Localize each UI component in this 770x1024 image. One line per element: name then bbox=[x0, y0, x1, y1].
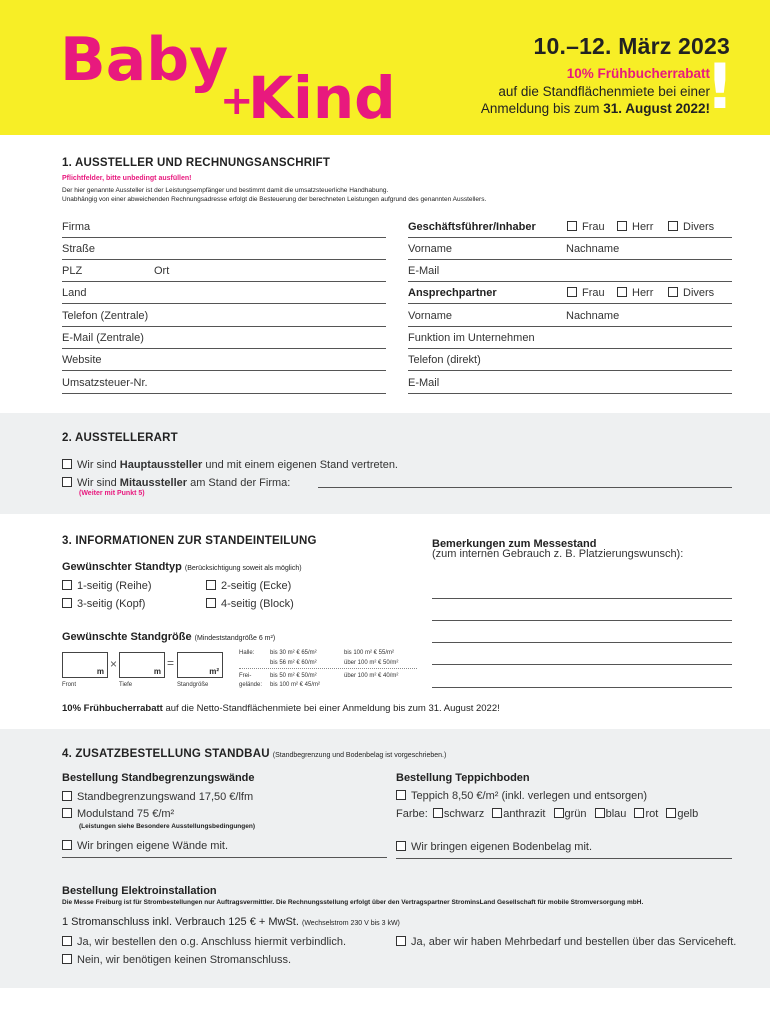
checkbox[interactable] bbox=[396, 790, 406, 800]
price-1a: bis 30 m² € 65/m² bbox=[270, 650, 317, 656]
checkbox[interactable] bbox=[554, 808, 564, 818]
checkbox[interactable] bbox=[206, 598, 216, 608]
ort-label: Ort bbox=[154, 265, 170, 277]
logo-kind-text: Kind bbox=[248, 64, 396, 132]
ansprechpartner-row bbox=[408, 285, 732, 304]
gf-frau-option[interactable]: Frau bbox=[567, 219, 605, 235]
strom-ja-option[interactable]: Ja, wir bestellen den o.g. Anschluss hiermit verbindlich. bbox=[62, 936, 346, 948]
plz-label: PLZ bbox=[62, 265, 83, 277]
required-note: Pflichtfelder, bitte unbedingt ausfüllen! bbox=[62, 175, 192, 182]
front-label: Front bbox=[62, 682, 77, 688]
front-input[interactable]: m bbox=[62, 652, 108, 678]
strom-mehrbedarf-option[interactable]: Ja, aber wir haben Mehrbedarf und bestellen über das Serviceheft. bbox=[396, 936, 736, 948]
standgroesse-heading: Gewünschte Standgröße (Mindeststandgröße 6 m²) bbox=[62, 631, 276, 643]
mitaussteller-note: (Weiter mit Punkt 5) bbox=[79, 490, 145, 497]
ap-herr-option[interactable]: Herr bbox=[617, 285, 653, 301]
discount-headline: 10% Frühbucherrabatt bbox=[566, 66, 710, 81]
checkbox[interactable] bbox=[668, 221, 678, 231]
gf-email-field[interactable]: E-Mail bbox=[408, 263, 732, 282]
standtyp-3-option[interactable]: 3-seitig (Kopf) bbox=[62, 598, 145, 610]
price-1b: bis 100 m² € 55/m² bbox=[344, 650, 395, 656]
checkbox[interactable] bbox=[62, 954, 72, 964]
checkbox[interactable] bbox=[62, 598, 72, 608]
gelaende-label: gelände: bbox=[239, 682, 263, 688]
bemerkungen-heading: Bemerkungen zum Messestand bbox=[432, 538, 597, 550]
price-2a: bis 56 m² € 60/m² bbox=[270, 660, 317, 666]
standtyp-2-option[interactable]: 2-seitig (Ecke) bbox=[206, 580, 291, 592]
ap-frau-option[interactable]: Frau bbox=[567, 285, 605, 301]
checkbox[interactable] bbox=[206, 580, 216, 590]
ap-email-field[interactable]: E-Mail bbox=[408, 375, 732, 394]
checkbox[interactable] bbox=[396, 936, 406, 946]
website-field[interactable]: Website bbox=[62, 352, 386, 371]
section-1-title: 1. AUSSTELLER UND RECHNUNGSANSCHRIFT bbox=[62, 157, 331, 169]
checkbox[interactable] bbox=[668, 287, 678, 297]
bemerkungen-line-2[interactable] bbox=[432, 620, 732, 621]
equals-sign: = bbox=[167, 656, 175, 670]
email-zentrale-field[interactable]: E-Mail (Zentrale) bbox=[62, 330, 386, 349]
price-2b: über 100 m² € 50/m² bbox=[344, 660, 399, 666]
halle-label: Halle: bbox=[239, 650, 255, 656]
gf-herr-option[interactable]: Herr bbox=[617, 219, 653, 235]
checkbox[interactable] bbox=[433, 808, 443, 818]
checkbox[interactable] bbox=[62, 936, 72, 946]
farbe-anthrazit[interactable]: anthrazit bbox=[492, 808, 545, 820]
checkbox[interactable] bbox=[595, 808, 605, 818]
farbe-schwarz[interactable]: schwarz bbox=[433, 808, 484, 820]
gf-divers-option[interactable]: Divers bbox=[668, 219, 714, 235]
checkbox[interactable] bbox=[617, 221, 627, 231]
discount-line-3: Anmeldung bis zum 31. August 2022! bbox=[480, 101, 710, 116]
waende-heading: Bestellung Standbegrenzungswände bbox=[62, 772, 255, 784]
ap-label: Ansprechpartner bbox=[408, 287, 497, 299]
modulstand-option[interactable]: Modulstand 75 €/m² bbox=[62, 808, 174, 820]
standtyp-heading: Gewünschter Standtyp (Berücksichtigung soweit als möglich) bbox=[62, 561, 302, 573]
section-3-title: 3. INFORMATIONEN ZUR STANDEINTEILUNG bbox=[62, 535, 317, 547]
land-field[interactable]: Land bbox=[62, 285, 386, 304]
geschaeftsfuehrer-row bbox=[408, 219, 732, 238]
price-divider bbox=[239, 668, 417, 669]
exclamation-mark: ! bbox=[705, 50, 734, 123]
checkbox[interactable] bbox=[62, 808, 72, 818]
tiefe-label: Tiefe bbox=[119, 682, 133, 688]
checkbox[interactable] bbox=[62, 840, 72, 850]
bemerkungen-note: (zum internen Gebrauch z. B. Platzierungswunsch): bbox=[432, 548, 684, 560]
gf-name-field[interactable]: Vorname Nachname bbox=[408, 241, 732, 260]
price-3a: bis 50 m² € 50/m² bbox=[270, 673, 317, 679]
checkbox[interactable] bbox=[567, 287, 577, 297]
ap-divers-option[interactable]: Divers bbox=[668, 285, 714, 301]
checkbox[interactable] bbox=[62, 459, 72, 469]
baby-kind-logo bbox=[60, 18, 400, 132]
mitaussteller-firma-line[interactable] bbox=[318, 487, 732, 488]
logo-baby-text: Baby bbox=[60, 25, 229, 95]
bemerkungen-line-4[interactable] bbox=[432, 664, 732, 665]
ust-field[interactable]: Umsatzsteuer-Nr. bbox=[62, 375, 386, 394]
standtyp-1-option[interactable]: 1-seitig (Reihe) bbox=[62, 580, 152, 592]
checkbox[interactable] bbox=[634, 808, 644, 818]
checkbox[interactable] bbox=[62, 791, 72, 801]
strasse-field[interactable]: Straße bbox=[62, 241, 386, 260]
stromanschluss-heading: 1 Stromanschluss inkl. Verbrauch 125 € + MwSt. (Wechselstrom 230 V bis 3 kW) bbox=[62, 916, 400, 928]
checkbox[interactable] bbox=[62, 580, 72, 590]
eigene-waende-option[interactable]: Wir bringen eigene Wände mit. bbox=[62, 840, 228, 852]
standtyp-4-option[interactable]: 4-seitig (Block) bbox=[206, 598, 294, 610]
telefon-zentrale-field[interactable]: Telefon (Zentrale) bbox=[62, 308, 386, 327]
ap-name-field[interactable]: Vorname Nachname bbox=[408, 308, 732, 327]
funktion-field[interactable]: Funktion im Unternehmen bbox=[408, 330, 732, 349]
farbe-gruen[interactable]: grün bbox=[554, 808, 587, 820]
tiefe-input[interactable]: m bbox=[119, 652, 165, 678]
times-sign: × bbox=[110, 657, 118, 671]
s1-note-2: Unabhängig von einer abweichenden Rechnungsadresse erfolgt die Besteuerung der berechneten Leistungen aufgrund des genannten Ausstellers. bbox=[62, 196, 487, 203]
elektro-heading: Bestellung Elektroinstallation bbox=[62, 885, 217, 897]
price-4a: bis 100 m² € 45/m² bbox=[270, 682, 321, 688]
checkbox[interactable] bbox=[567, 221, 577, 231]
event-date: 10.–12. März 2023 bbox=[533, 33, 730, 59]
checkbox[interactable] bbox=[396, 841, 406, 851]
section-4-title: 4. ZUSATZBESTELLUNG STANDBAU (Standbegrenzung und Bodenbelag ist vorgeschrieben.) bbox=[62, 748, 447, 760]
teppich-option[interactable]: Teppich 8,50 €/m² (inkl. verlegen und entsorgen) bbox=[396, 790, 647, 802]
farbe-blau[interactable]: blau bbox=[595, 808, 627, 820]
logo-plus-text: + bbox=[220, 78, 254, 124]
gf-label: Geschäftsführer/Inhaber bbox=[408, 221, 536, 233]
farbe-gelb[interactable]: gelb bbox=[666, 808, 698, 820]
mitaussteller-option[interactable]: Wir sind Mitaussteller am Stand der Firma: bbox=[62, 477, 290, 489]
strom-nein-option[interactable]: Nein, wir benötigen keinen Stromanschluss. bbox=[62, 954, 291, 966]
bemerkungen-line-5[interactable] bbox=[432, 687, 732, 688]
checkbox[interactable] bbox=[666, 808, 676, 818]
waende-underline bbox=[62, 857, 387, 858]
bemerkungen-line-3[interactable] bbox=[432, 642, 732, 643]
teppich-heading: Bestellung Teppichboden bbox=[396, 772, 530, 784]
modulstand-note: (Leistungen siehe Besondere Ausstellungsbedingungen) bbox=[79, 823, 256, 830]
rabatt-note: 10% Frühbucherrabatt auf die Netto-Standflächenmiete bei einer Anmeldung bis zum 31. August 2022! bbox=[62, 703, 500, 714]
telefon-direkt-field[interactable]: Telefon (direkt) bbox=[408, 352, 732, 371]
farbe-row: Farbe: schwarz anthrazit grün blau rot gelb bbox=[396, 808, 699, 820]
checkbox[interactable] bbox=[492, 808, 502, 818]
plz-ort-field[interactable] bbox=[62, 263, 386, 282]
eigener-bodenbelag-option[interactable]: Wir bringen eigenen Bodenbelag mit. bbox=[396, 841, 592, 853]
bemerkungen-line-1[interactable] bbox=[432, 598, 732, 599]
elektro-note: Die Messe Freiburg ist für Strombestellungen nur Auftragsvermittler. Die Rechnungsstellung erfolgt über den Vertragspartner StrominsLand Gesellschaft für mobile Stromversorgung mbH. bbox=[62, 899, 644, 906]
checkbox[interactable] bbox=[617, 287, 627, 297]
discount-line-2: auf die Standflächenmiete bei einer bbox=[498, 84, 710, 99]
standbegrenzungswand-option[interactable]: Standbegrenzungswand 17,50 €/lfm bbox=[62, 791, 253, 803]
firma-field[interactable]: Firma bbox=[62, 219, 386, 238]
farbe-rot[interactable]: rot bbox=[634, 808, 658, 820]
s1-note-1: Der hier genannte Aussteller ist der Leistungsempfänger und bestimmt damit die umsatzsteuerliche Handhabung. bbox=[62, 187, 389, 194]
standgroesse-label: Standgröße bbox=[177, 682, 209, 688]
standgroesse-input[interactable]: m² bbox=[177, 652, 223, 678]
section-2-title: 2. AUSSTELLERART bbox=[62, 432, 178, 444]
frei-label: Frei- bbox=[239, 673, 252, 679]
hauptaussteller-option[interactable]: Wir sind Hauptaussteller und mit einem eigenen Stand vertreten. bbox=[62, 459, 398, 471]
price-3b: über 100 m² € 40/m² bbox=[344, 673, 399, 679]
teppich-underline bbox=[396, 858, 732, 859]
checkbox[interactable] bbox=[62, 477, 72, 487]
